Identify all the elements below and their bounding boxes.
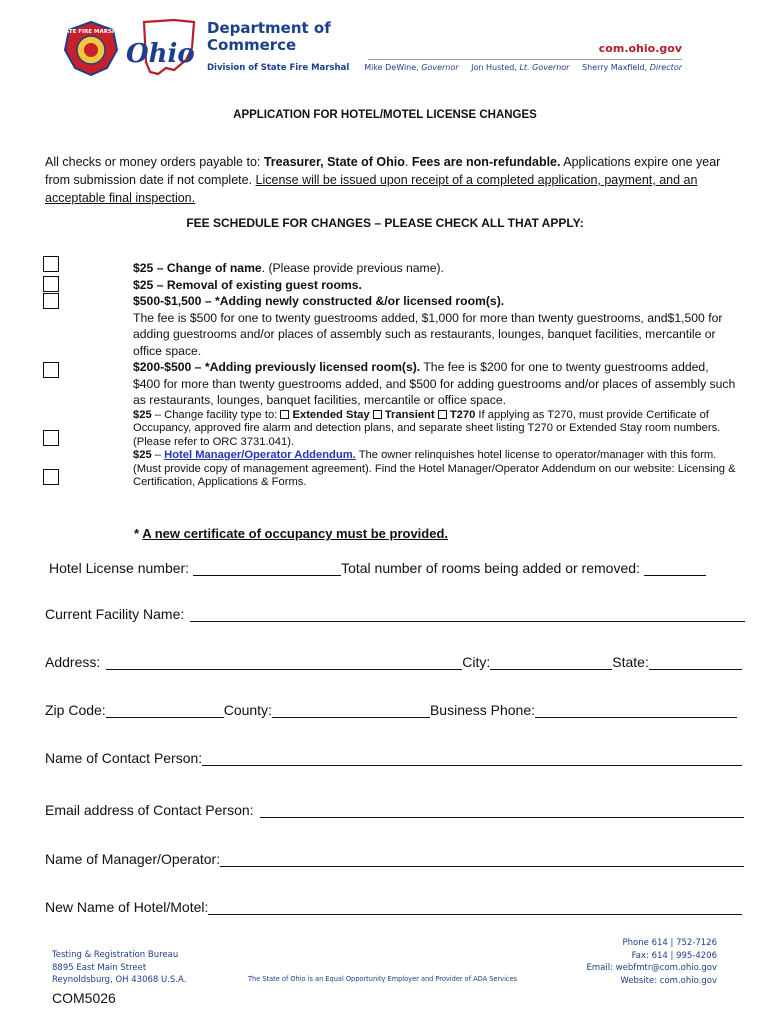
manager-label: Name of Manager/Operator: — [45, 851, 221, 867]
city-input[interactable] — [490, 656, 612, 670]
business-phone-label: Business Phone: — [429, 702, 536, 718]
footer-email[interactable]: Email: webfmtr@com.ohio.gov — [586, 963, 717, 973]
fee-change-of-name: $25 – Change of name. (Please provide previous name). — [133, 261, 444, 275]
row-facility-name — [45, 604, 745, 622]
footer-website[interactable]: Website: com.ohio.gov — [620, 975, 717, 986]
footer-street: 8895 East Main Street — [52, 962, 147, 973]
footer-contact — [586, 937, 717, 987]
fee-schedule-heading: FEE SCHEDULE FOR CHANGES – PLEASE CHECK ALL THAT APPLY: — [186, 216, 584, 230]
footer-address — [52, 949, 186, 987]
rooms-changed-label: Total number of rooms being added or removed: — [341, 560, 640, 576]
fee-manager-addendum: $25 – Hotel Manager/Operator Addendum. The owner relinquishes hotel license to operator/manager with this form. (Must provide copy of management agreement). Find the Hotel Manager/Operator Addendum on our website: Licensing & Certification, Applications & Forms. — [133, 449, 736, 488]
row-new-name — [45, 897, 742, 915]
footer-phone: Phone 614 | 752-7126 — [622, 938, 717, 948]
ohio-logo — [124, 18, 202, 78]
header-website-link[interactable]: com.ohio.gov — [598, 42, 682, 55]
department-name — [207, 20, 331, 54]
county-label: County: — [223, 702, 272, 718]
footer-fax: Fax: 614 | 995-4206 — [631, 950, 717, 961]
fee-removal-of-rooms: $25 – Removal of existing guest rooms. — [133, 277, 362, 292]
official-lt-governor: Jon Husted, Lt. Governor — [471, 63, 570, 72]
state-input[interactable] — [649, 656, 742, 670]
badge-text: STATE FIRE MARSHAL — [57, 29, 125, 35]
license-number-input[interactable] — [193, 562, 341, 576]
official-director: Sherry Maxfield, Director — [582, 63, 682, 72]
official-governor: Mike DeWine, Governor — [364, 63, 459, 72]
contact-email-label: Email address of Contact Person: — [45, 802, 254, 818]
row-contact-person — [45, 748, 742, 766]
checkbox-adding-new-rooms[interactable] — [43, 293, 59, 309]
zip-input[interactable] — [106, 704, 224, 718]
footer-bureau: Testing & Registration Bureau — [52, 950, 179, 960]
state-label: State: — [612, 654, 649, 670]
row-license-rooms — [49, 558, 744, 576]
checkbox-removal-of-rooms[interactable] — [43, 276, 59, 292]
form-number: COM5026 — [52, 990, 116, 1006]
checkbox-change-of-name[interactable] — [43, 256, 59, 272]
new-name-label: New Name of Hotel/Motel: — [45, 899, 209, 915]
address-input[interactable] — [106, 656, 462, 670]
manager-input[interactable] — [220, 853, 744, 867]
department-line1: Department of — [207, 19, 331, 37]
footer-equal-opportunity: The State of Ohio is an Equal Opportunity Employer and Provider of ADA Services — [248, 975, 518, 983]
contact-person-input[interactable] — [202, 752, 742, 766]
rooms-changed-input[interactable] — [644, 562, 706, 576]
department-line2: Commerce — [207, 36, 297, 54]
ohio-logo-text: Ohio — [126, 39, 195, 69]
contact-person-label: Name of Contact Person: — [45, 750, 203, 766]
city-label: City: — [462, 654, 491, 670]
business-phone-input[interactable] — [535, 704, 737, 718]
payment-instructions: All checks or money orders payable to: Treasurer, State of Ohio. Fees are non-refundable. Applications expire one year from submission date if not complete. License will be issued upon receipt of a completed application, payment, and an acceptable final inspection. — [45, 155, 721, 205]
new-name-input[interactable] — [208, 901, 742, 915]
row-contact-email — [45, 800, 744, 818]
facility-name-input[interactable] — [190, 608, 745, 622]
checkbox-manager-addendum[interactable] — [43, 469, 59, 485]
officials-list — [354, 63, 682, 72]
state-fire-marshal-badge — [57, 20, 125, 76]
license-number-label: Hotel License number: — [49, 560, 190, 576]
option-t270-checkbox[interactable] — [438, 410, 447, 419]
certificate-notice: * A new certificate of occupancy must be provided. — [134, 526, 449, 541]
checkbox-adding-previous-rooms[interactable] — [43, 362, 59, 378]
fee-adding-previous-rooms: $200-$500 – *Adding previously licensed room(s). The fee is $200 for one to twenty guestrooms added, $400 for more than twenty guestrooms added, and $500 for adding guestrooms and/or places of assembly such as restaurants, lounges, banquet facilities, mercantile or office space. — [133, 360, 736, 407]
fee-change-facility-type: $25 – Change facility type to: Extended Stay Transient T270 If applying as T270, must provide Certificate of Occupancy, approved fire alarm and detection plans, and separate sheet listing T270 or Extended Stay room numbers. (Please refer to ORC 3731.041). — [133, 408, 721, 448]
manager-addendum-link[interactable]: Hotel Manager/Operator Addendum. — [164, 449, 356, 461]
zip-label: Zip Code: — [45, 702, 106, 718]
division-name: Division of State Fire Marshal — [207, 63, 350, 73]
row-manager — [45, 849, 744, 867]
header-divider — [368, 59, 682, 60]
fee-schedule-list — [133, 260, 738, 490]
footer-city: Reynoldsburg, OH 43068 U.S.A. — [52, 975, 187, 985]
form-title: APPLICATION FOR HOTEL/MOTEL LICENSE CHANGES — [233, 109, 537, 121]
checkbox-change-facility-type[interactable] — [43, 430, 59, 446]
option-transient-checkbox[interactable] — [373, 410, 382, 419]
row-zip-county-phone — [45, 700, 737, 718]
option-extended-stay-checkbox[interactable] — [280, 410, 289, 419]
fee-adding-new-rooms: $500-$1,500 – *Adding newly constructed &/or licensed room(s). The fee is $500 for one to twenty guestrooms added, $1,000 for more than twenty guestrooms, and$1,500 for adding guestrooms and/or places of assembly such as restaurants, lounges, banquet facilities, mercantile or office space. — [133, 294, 723, 358]
county-input[interactable] — [272, 704, 430, 718]
facility-name-label: Current Facility Name: — [45, 606, 185, 622]
row-address — [45, 652, 742, 670]
address-label: Address: — [45, 654, 101, 670]
contact-email-input[interactable] — [260, 804, 744, 818]
